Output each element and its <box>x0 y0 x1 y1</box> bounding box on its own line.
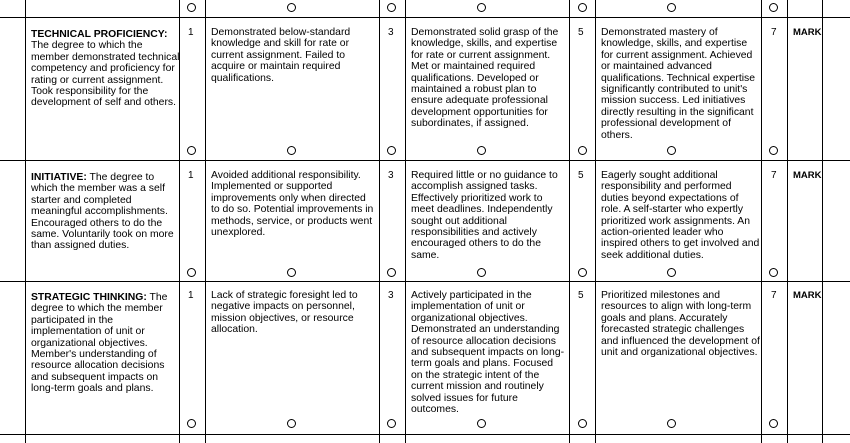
radio-button[interactable] <box>477 419 486 428</box>
radio-button[interactable] <box>287 419 296 428</box>
grid-line <box>0 434 850 435</box>
radio-button[interactable] <box>578 3 587 12</box>
radio-button[interactable] <box>187 419 196 428</box>
radio-button[interactable] <box>769 268 778 277</box>
grid-line <box>405 0 406 443</box>
score-label: 1 <box>188 170 194 181</box>
grid-line <box>205 0 206 443</box>
level-description: Demonstrated solid grasp of the knowledge, skills, and expertise for rate or current assignment. Met or maintained required qualifications. Developed or maintained a robust plan to ensure adequate professional development opportunities for subordinates, if assigned. <box>411 27 559 130</box>
mark-label: MARK <box>793 170 822 181</box>
level-description: Eagerly sought additional responsibility and performed duties beyond expectations of role. A self-starter who expertly prioritized work assignments. An action-oriented leader who inspired others to get involved and seek additional duties. <box>601 170 760 261</box>
grid-line <box>595 0 596 443</box>
mark-label: MARK <box>793 290 822 301</box>
score-label: 5 <box>578 170 584 181</box>
grid-line <box>25 0 26 443</box>
radio-button[interactable] <box>667 3 676 12</box>
score-label: 1 <box>188 290 194 301</box>
radio-button[interactable] <box>578 419 587 428</box>
level-description: Avoided additional responsibility. Implemented or supported improvements only when directed to do so. Potential improvements in methods, service, or products went unexplored. <box>211 170 374 239</box>
radio-button[interactable] <box>387 268 396 277</box>
level-description: Prioritized milestones and resources to align with long-term goals and plans. Accurately forecasted strategic challenges and influenced the development of unit and organizational objectives. <box>601 290 760 359</box>
grid-line <box>822 0 823 443</box>
radio-button[interactable] <box>667 146 676 155</box>
radio-button[interactable] <box>769 146 778 155</box>
radio-button[interactable] <box>477 268 486 277</box>
score-label: 7 <box>771 27 777 38</box>
radio-button[interactable] <box>769 419 778 428</box>
score-label: 5 <box>578 27 584 38</box>
criterion-strategic-thinking: STRATEGIC THINKING: The degree to which the member participated in the implementation of unit or organizational objectives. Member's understanding of resource allocation decisions and subsequent impacts on long-term goals and plans. <box>31 292 168 395</box>
radio-button[interactable] <box>387 3 396 12</box>
grid-line <box>569 0 570 443</box>
score-label: 1 <box>188 27 194 38</box>
radio-button[interactable] <box>187 268 196 277</box>
criterion-initiative: INITIATIVE: The degree to which the member was a self starter and completed meaningful accomplishments. Encouraged others to do the same. Voluntarily took on more than assigned duties. <box>31 172 174 252</box>
radio-button[interactable] <box>387 146 396 155</box>
score-label: 5 <box>578 290 584 301</box>
radio-button[interactable] <box>578 146 587 155</box>
score-label: 3 <box>388 290 394 301</box>
level-description: Lack of strategic foresight led to negative impacts on personnel, mission objectives, or resource allocation. <box>211 290 358 336</box>
radio-button[interactable] <box>387 419 396 428</box>
radio-button[interactable] <box>187 3 196 12</box>
radio-button[interactable] <box>287 268 296 277</box>
radio-button[interactable] <box>769 3 778 12</box>
grid-line <box>0 281 850 282</box>
score-label: 3 <box>388 27 394 38</box>
radio-button[interactable] <box>477 3 486 12</box>
score-label: 3 <box>388 170 394 181</box>
mark-label: MARK <box>793 27 822 38</box>
grid-line <box>379 0 380 443</box>
grid-line <box>787 0 788 443</box>
grid-line <box>0 160 850 161</box>
score-label: 7 <box>771 290 777 301</box>
criterion-technical-proficiency: TECHNICAL PROFICIENCY: The degree to which the member demonstrated technical competency and proficiency for rating or current assignment. Took responsibility for the development of self and others. <box>31 29 180 109</box>
grid-line <box>0 17 850 18</box>
level-description: Demonstrated mastery of knowledge, skills, and expertise for current assignment. Achieved or maintained advanced qualifications. Technical expertise significantly contributed to unit's mission success. Led initiatives directly resulting in the significant professional development of others. <box>601 27 756 141</box>
radio-button[interactable] <box>578 268 587 277</box>
grid-line <box>761 0 762 443</box>
score-label: 7 <box>771 170 777 181</box>
level-description: Actively participated in the implementation of unit or organizational objectives. Demonstrated an understanding of resource allocation decisions and subsequent impacts on long-term goals and plans. Focused on the strategic intent of the current mission and routinely solved issues for future outcomes. <box>411 290 565 416</box>
radio-button[interactable] <box>667 268 676 277</box>
level-description: Required little or no guidance to accomplish assigned tasks. Effectively prioritized work to meet deadlines. Independently sought out additional responsibilities and actively encouraged others to do the same. <box>411 170 558 261</box>
radio-button[interactable] <box>667 419 676 428</box>
radio-button[interactable] <box>187 146 196 155</box>
radio-button[interactable] <box>477 146 486 155</box>
radio-button[interactable] <box>287 146 296 155</box>
radio-button[interactable] <box>287 3 296 12</box>
level-description: Demonstrated below-standard knowledge and skill for rate or current assignment. Failed to acquire or maintain required qualifications. <box>211 27 351 84</box>
